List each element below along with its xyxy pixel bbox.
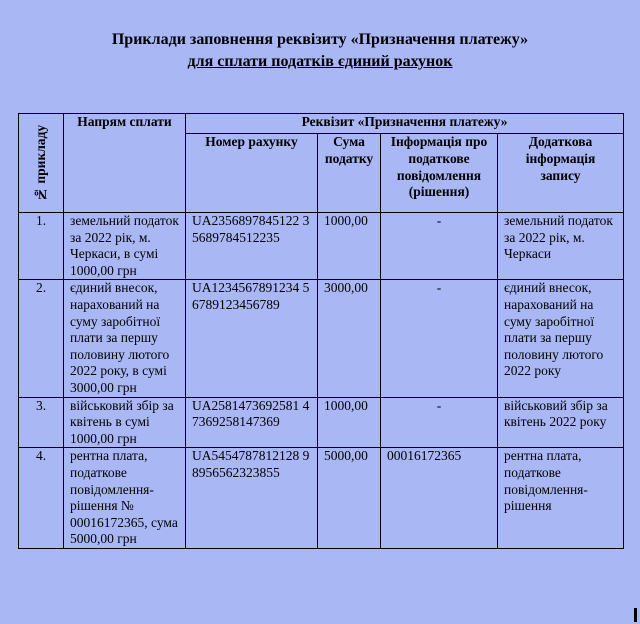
text-cursor [634,608,637,622]
cell-account: UA5454787812128 98956562323855 [186,448,318,549]
cell-account: UA2581473692581 47369258147369 [186,397,318,448]
cell-info: єдиний внесок, нарахований на суму заробітної плати за першу половину лютого 2022 року [498,280,624,397]
table-row [19,448,624,549]
header-example-number [19,114,64,213]
header-account-number: Номер рахунку [186,134,318,213]
page-subtitle: для сплати податків єдиний рахунок [187,53,453,70]
header-tax-notice-info: Інформація про податкове повідомлення (рішення) [381,134,498,213]
cell-direction: рентна плата, податкове повідомлення-рішення № 00016172365, сума 5000,00 грн [64,448,186,549]
cell-amount: 1000,00 [318,213,381,280]
cell-amount: 5000,00 [318,448,381,549]
cell-notice: 00016172365 [381,448,498,549]
cell-direction: військовий збір за квітень в сумі 1000,00 грн [64,397,186,448]
cell-notice: - [381,280,498,397]
cell-info: рентна плата, податкове повідомлення-рішення [498,448,624,549]
cell-num: 2. [19,280,64,397]
header-example-number-label: № прикладу [32,124,48,202]
page-title: Приклади заповнення реквізиту «Призначення платежу» [111,31,529,48]
cell-num: 1. [19,213,64,280]
cell-amount: 3000,00 [318,280,381,397]
table-row [19,213,624,280]
cell-direction: земельний податок за 2022 рік, м. Черкаси, в сумі 1000,00 грн [64,213,186,280]
header-additional-info: Додаткова інформація запису [498,134,624,213]
table-row [19,397,624,448]
header-requisite-group: Реквізит «Призначення платежу» [186,114,624,134]
cell-num: 4. [19,448,64,549]
header-row-1 [19,114,624,134]
header-payment-direction: Напрям сплати [64,114,186,213]
cell-num: 3. [19,397,64,448]
cell-direction: єдиний внесок, нарахований на суму заробітної плати за першу половину лютого 2022 року, в сумі 3000,00 грн [64,280,186,397]
cell-account: UA1234567891234 56789123456789 [186,280,318,397]
cell-notice: - [381,397,498,448]
cell-amount: 1000,00 [318,397,381,448]
payment-purpose-table [18,113,624,549]
table-row [19,280,624,397]
cell-notice: - [381,213,498,280]
cell-account: UA2356897845122 35689784512235 [186,213,318,280]
cell-info: військовий збір за квітень 2022 року [498,397,624,448]
header-tax-amount: Сума податку [318,134,381,213]
cell-info: земельний податок за 2022 рік, м. Черкаси [498,213,624,280]
